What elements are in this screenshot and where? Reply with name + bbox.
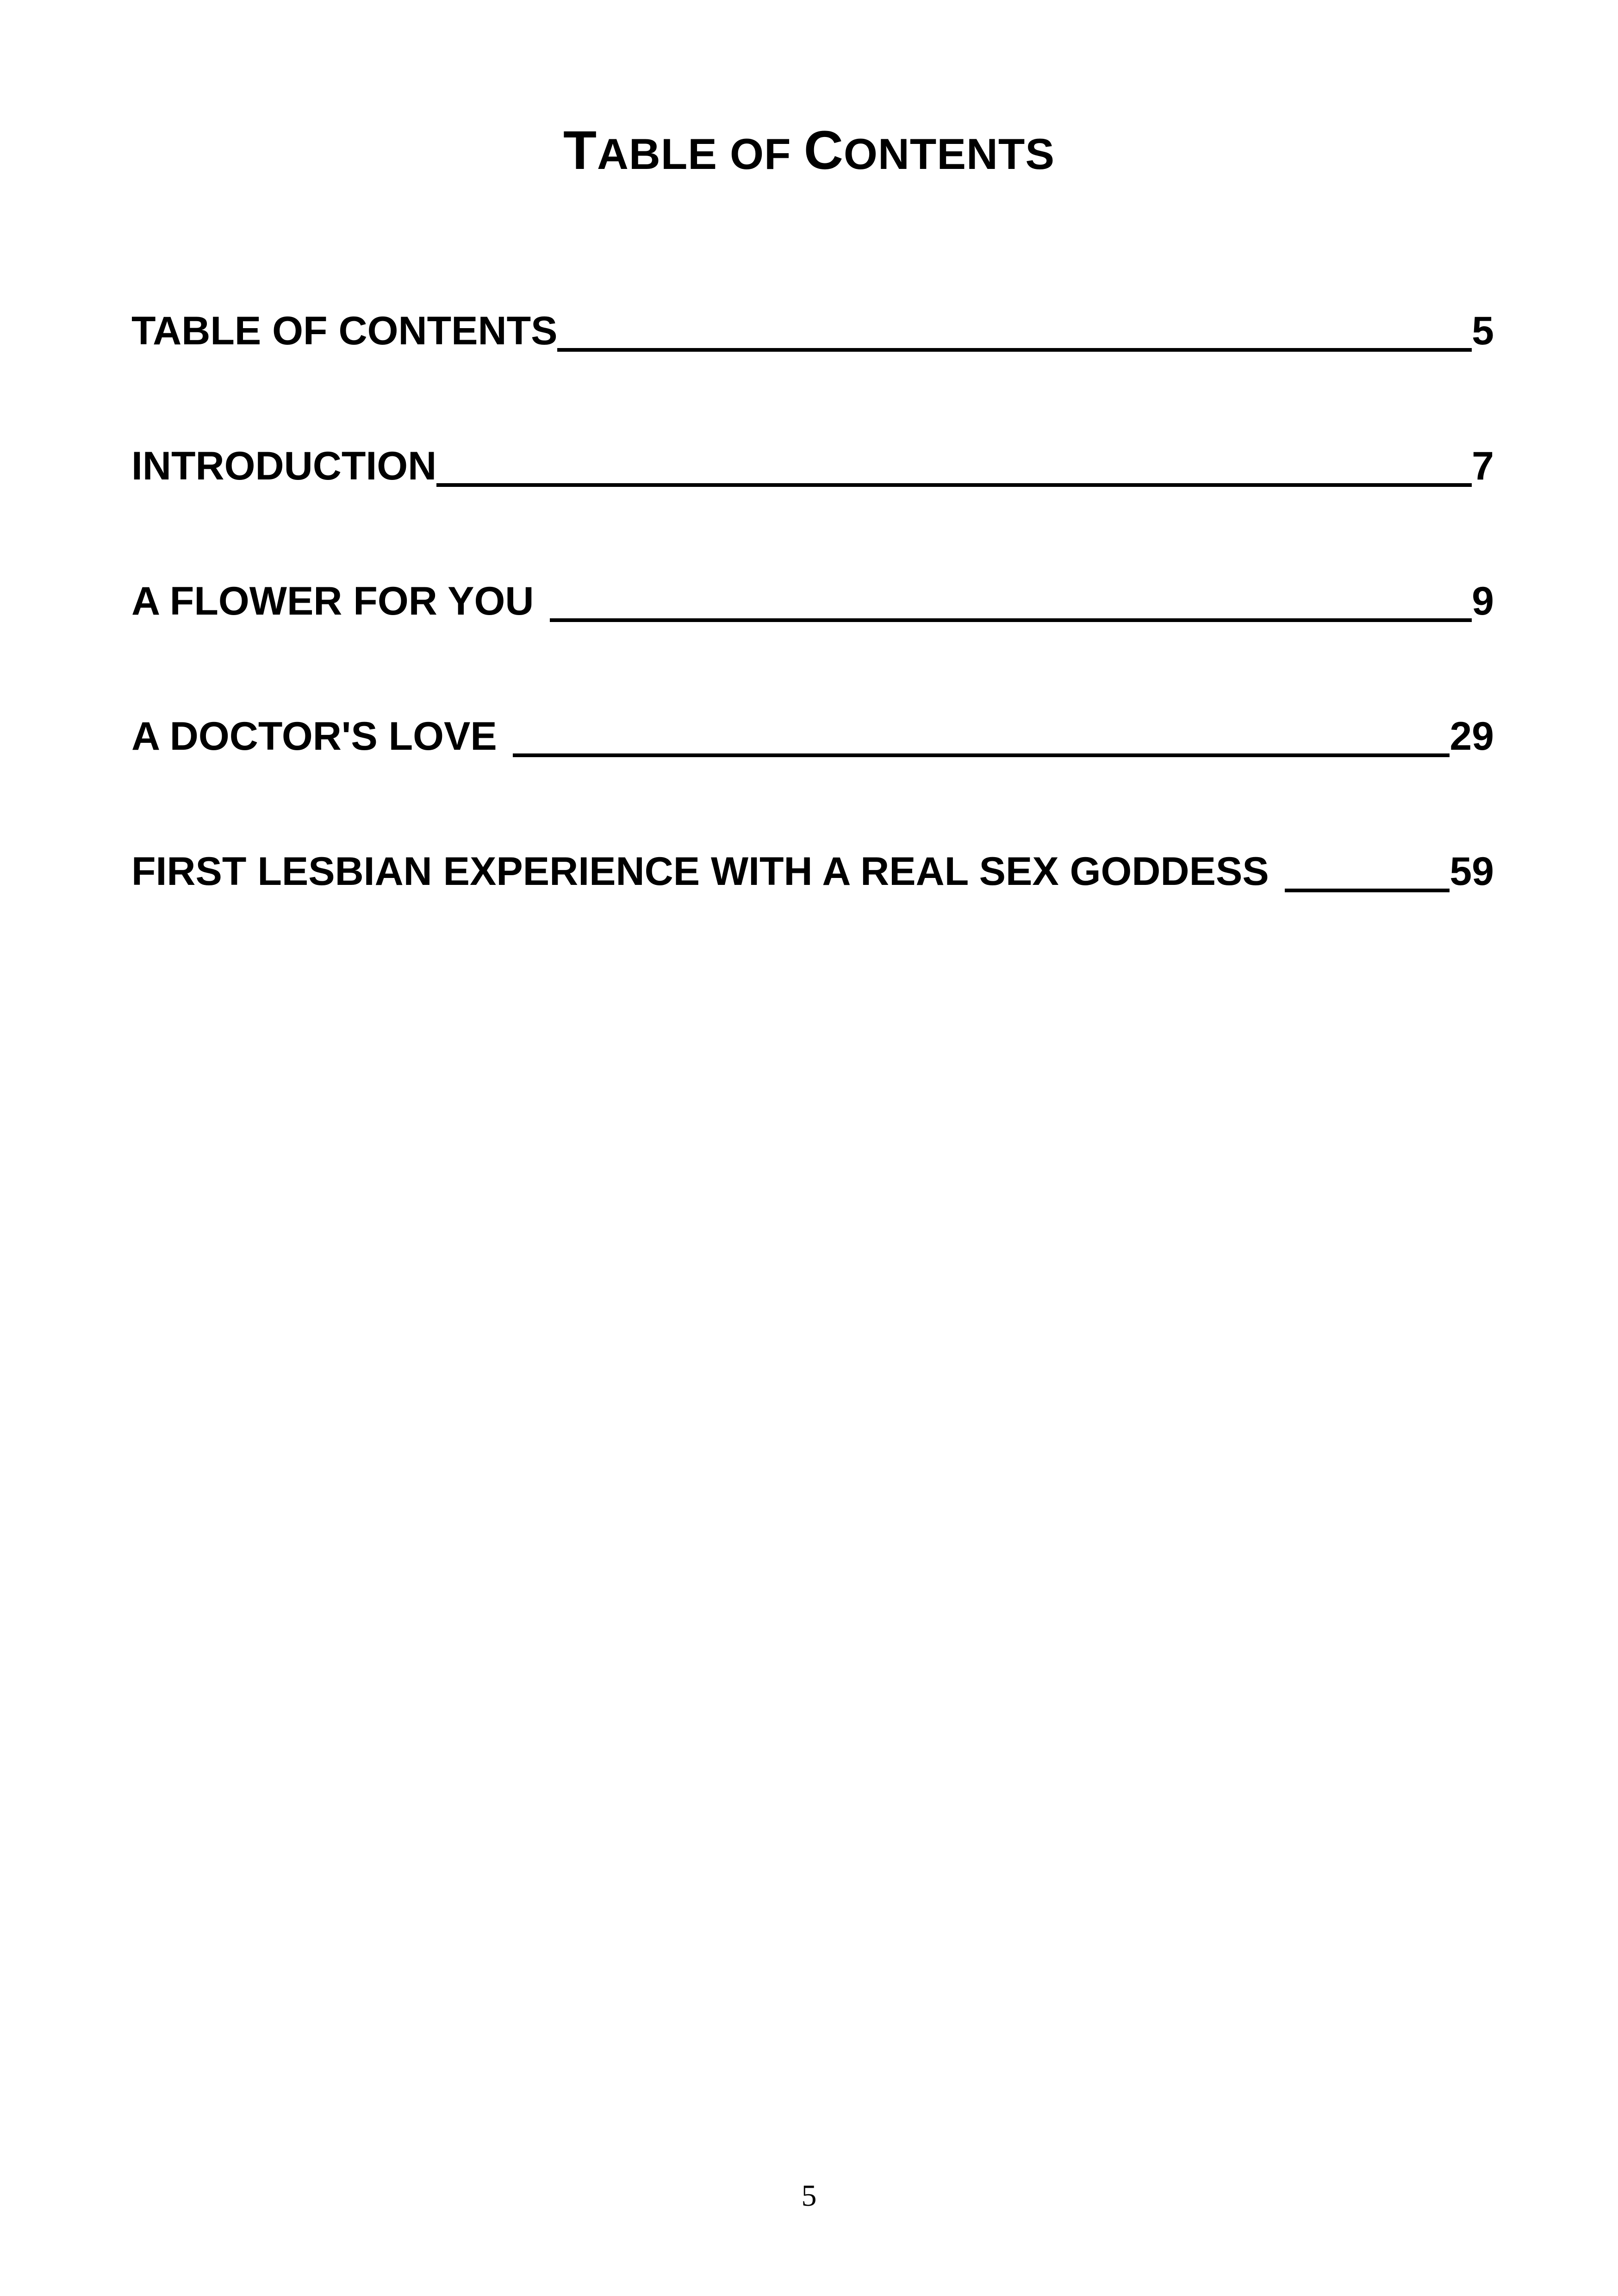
table-of-contents: [131, 301, 1494, 977]
toc-entry-title: A FLOWER FOR YOU: [131, 579, 534, 623]
toc-entry-title: A DOCTOR'S LOVE: [131, 714, 497, 759]
toc-entry[interactable]: [131, 301, 1494, 356]
title-initial: T: [563, 120, 597, 181]
toc-leader-line: [513, 753, 1450, 757]
toc-entry[interactable]: [131, 436, 1494, 492]
toc-entry-page: 59: [1450, 849, 1494, 894]
title-part: ABLE OF: [597, 130, 804, 178]
toc-entry[interactable]: [131, 571, 1494, 627]
toc-entry[interactable]: [131, 706, 1494, 762]
toc-entry-page: 9: [1472, 579, 1494, 623]
toc-entry-page: 5: [1472, 309, 1494, 353]
toc-leader-line: [557, 348, 1472, 352]
toc-leader-line: [1285, 889, 1450, 892]
toc-entry-page: 7: [1472, 444, 1494, 488]
toc-leader-line: [436, 483, 1472, 487]
toc-leader-line: [550, 618, 1472, 622]
toc-entry-title: FIRST LESBIAN EXPERIENCE WITH A REAL SEX GODDESS: [131, 849, 1269, 894]
title-initial: C: [803, 120, 844, 181]
toc-entry-page: 29: [1450, 714, 1494, 759]
toc-entry-title: TABLE OF CONTENTS: [131, 309, 558, 353]
title-part: ONTENTS: [843, 130, 1055, 178]
toc-entry[interactable]: [131, 841, 1494, 897]
footer-page-number: 5: [801, 2179, 817, 2213]
page-title: [0, 116, 1618, 189]
toc-entry-title: INTRODUCTION: [131, 444, 437, 488]
